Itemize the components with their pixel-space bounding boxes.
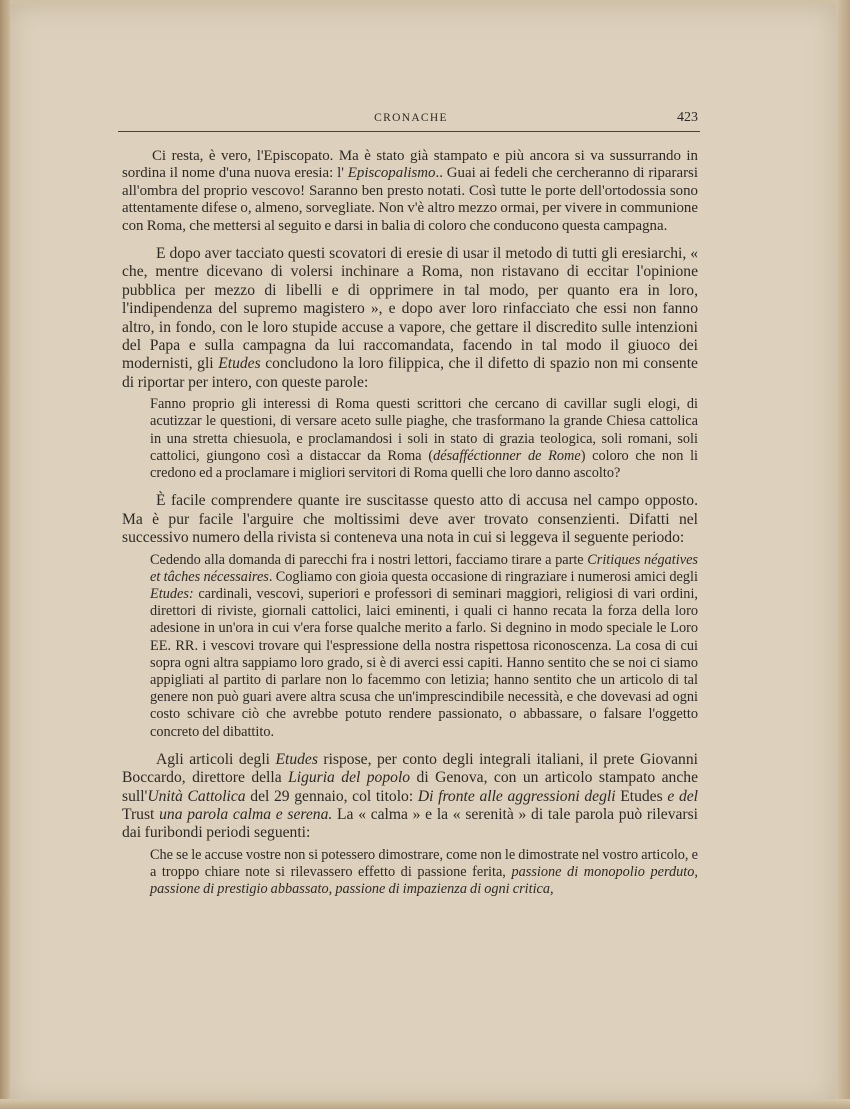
text-segment: Cedendo alla domanda di parecchi fra i nostri lettori, facciamo tirare a parte [150, 551, 588, 568]
text-segment: È facile comprendere quante ire suscitasse questo atto di accusa nel campo opposto. Ma è pur facile l'arguire che moltissimi deve aver trovato consenzienti. Difatti nel successivo numero della rivista si conteneva una nota in cui si leggeva il seguente periodo: [122, 492, 698, 547]
text-segment: Agli articoli degli [156, 750, 276, 768]
text-segment: Fanno proprio gli interessi di Roma questi scrittori che cercano di cavillar sugli elogi, di acutizzar le questioni, di versare aceto sulle piaghe, che trasformano la grande Chiesa cattolica in una stretta chiesuola, e proclamandosi i soli in stato di grazia teologica, soli romani, soli cattolici, giungono così a distaccar da Roma ( [150, 396, 698, 464]
quotation-etudes [122, 396, 698, 482]
text-segment: Ci resta, è vero, l'Episcopato. Ma è stato già stampato e più ancora si va sussurrando in sordina il nome d'una nuova eresia: l' [122, 148, 698, 182]
quotation-nota [122, 552, 698, 741]
running-head: CRONACHE [374, 112, 448, 124]
text-segment-italic: Unità Cattolica [147, 787, 246, 805]
text-segment-italic: passione di monopolio perduto, passione di prestigio abbassato, passione di impazienza di ogni critica, [150, 863, 698, 898]
text-segment-italic: Etudes: [150, 585, 194, 602]
header-rule [118, 131, 700, 132]
page-edge-bottom [0, 1099, 850, 1109]
text-segment: rispose, per conto degli integrali italiani, il prete Giovanni Boccardo, direttore della [122, 750, 698, 787]
text-segment-italic: désafféctionner de Rome [433, 447, 581, 464]
text-segment: E dopo aver tacciato questi scovatori di eresie di usar il metodo di tutti gli eresiarchi, « che, mentre dicevano di volersi inchinare a Roma, non ristavano di eccitar l'opinione pubblica per mezzo di libelli e di opprimere in tal modo, per quanto era in loro, l'indipendenza del supremo magistero », e dopo aver loro rinfacciato che essi non fanno altro, in fondo, con le loro stupide accuse a vapore, che gettare il discredito sulle intenzioni del Papa e sulla campagna da lui raccomandata, facendo in tal modo il giuoco dei modernisti, gli [122, 245, 698, 373]
text-segment-italic: Etudes [218, 355, 261, 373]
text-segment: . Cogliamo con gioia questa occasione di ringraziare i numerosi amici degli [268, 568, 698, 585]
page-number: 423 [677, 110, 698, 125]
text-segment: La « calma » e la « serenità » di tale parola può rilevarsi dai furibondi periodi seguenti: [122, 805, 699, 842]
paragraph-boccardo [122, 751, 698, 843]
quotation-boccardo [122, 847, 698, 899]
text-segment-italic: Critiques négatives et tâches nécessaires [150, 551, 698, 585]
text-segment: ) coloro che non li credono ed a proclamare i migliori servitori di Roma quelli che loro danno ascolto? [150, 447, 699, 482]
text-segment: Trust [122, 805, 160, 823]
text-segment-italic: Etudes [275, 750, 318, 768]
paragraph-accusa [122, 492, 698, 547]
text-segment-italic: Liguria del popolo [288, 769, 411, 787]
text-segment-italic: Di fronte alle aggressioni degli [417, 787, 616, 805]
text-segment: .. Guai ai fedeli che cercheranno di ripararsi all'ombra del proprio vescovo! Saranno ben presto notati. Così tutte le porte dell'ortodossia sono attentamente difese o, almeno, sorvegliate. Non v'è altro mezzo ormai, per vivere in communione con Roma, che mettersi al seguito e darsi in balia di coloro che conducono questa campagna. [122, 165, 698, 234]
text-segment-italic: una parola calma e serena. [159, 805, 333, 823]
text-segment: concludono la loro filippica, che il difetto di spazio non mi consente di riportar per intero, con queste parole: [122, 355, 698, 391]
page-body [122, 148, 698, 898]
text-segment: cardinali, vescovi, superiori e professori di seminari maggiori, religiosi di vari ordini, direttori di riviste, giornali cattolici, laici eminenti, i quali ci hanno recata la forza della loro adesione in un'ora in cui v'era forse qualche merito a farlo. Si degnino in modo speciale le Loro EE. RR. i vescovi trovare qui l'espressione della nostra rispettosa riconoscenza. La cosa di cui sopra ogni altra sappiamo loro grado, si è di averci essi capiti. Hanno sentito che se noi ci siamo appigliati al partito di parlare non lo facemmo con letizia; hanno sentito che un articolo di tal genere non può guari avere altra scusa che un'imprescindibile necessità, e che dovevasi ad ogni costo schivare ciò che avrebbe potuto rendere passionato, o abbassare, o falsare l'oggetto concreto del dibattito. [150, 585, 698, 740]
text-segment: Che se le accuse vostre non si potessero dimostrare, come non le dimostrate nel vostro articolo, e a troppo chiare note si rilevassero effetto di passione ferita, [150, 846, 698, 880]
page-edge-right [836, 0, 850, 1109]
text-segment: di Genova, con un articolo stampato anche sull' [122, 769, 698, 805]
paragraph-episcopato [122, 148, 698, 235]
text-segment-italic: e del [667, 787, 699, 805]
paragraph-eresiarchi [122, 245, 698, 392]
text-segment: Etudes [615, 787, 668, 805]
book-spine-shadow [0, 0, 10, 1109]
text-segment-italic: Episcopalismo [347, 165, 436, 182]
text-segment: del 29 gennaio, col titolo: [245, 787, 418, 805]
